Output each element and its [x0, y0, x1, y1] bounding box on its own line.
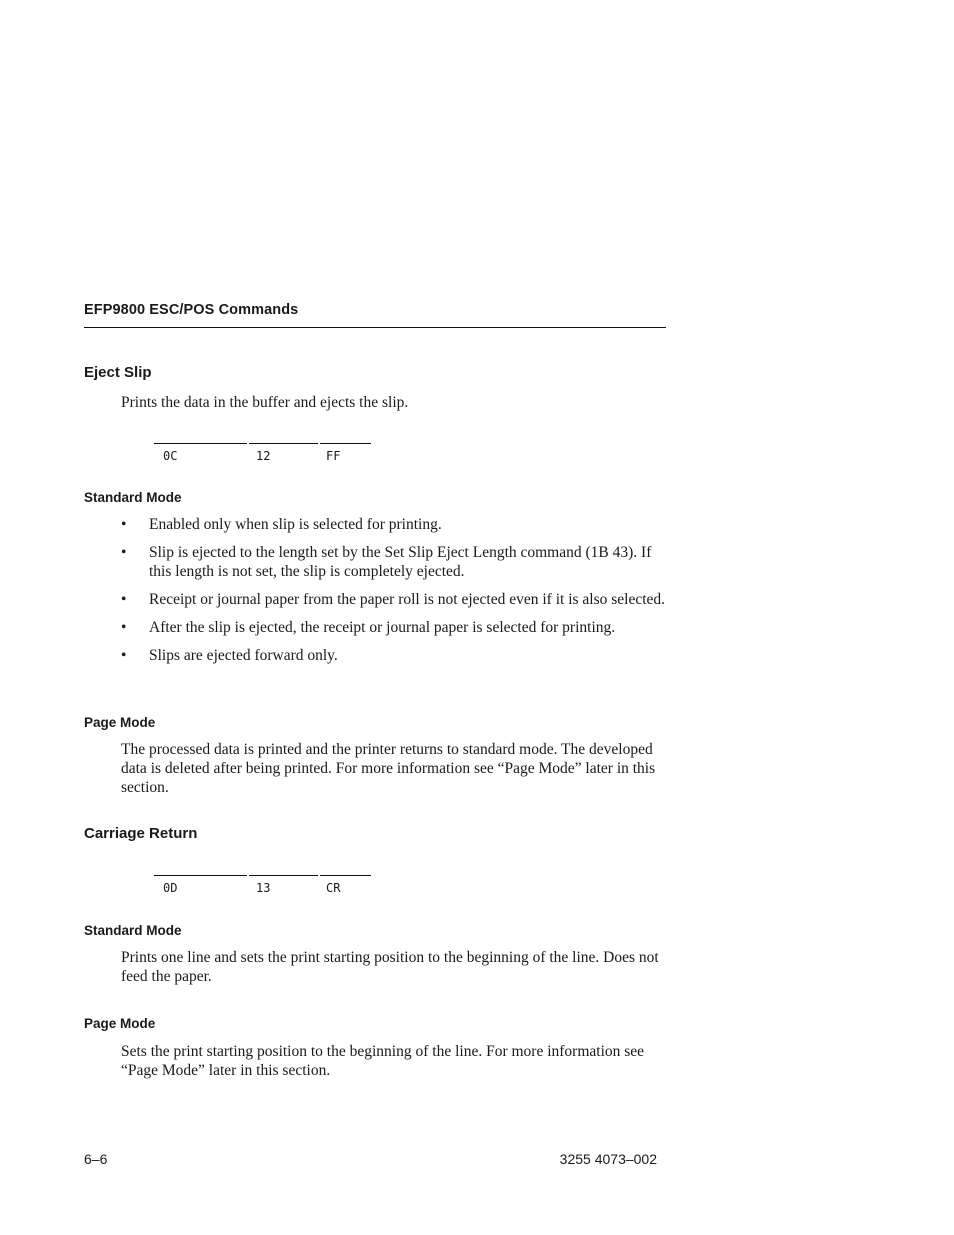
code-ascii: CR [326, 881, 341, 895]
bullet-icon: • [121, 619, 127, 636]
bullet-icon: • [121, 647, 127, 664]
eject-slip-page-mode-text: The processed data is printed and the printer returns to standard mode. The developed data is deleted after being printed. For more information see “Page Mode” later in this section. [121, 741, 656, 796]
code-rule-ascii [320, 443, 371, 444]
code-hex: 0D [163, 881, 178, 895]
list-item: • Slips are ejected forward only. [121, 647, 338, 664]
eject-slip-standard-mode-heading: Standard Mode [84, 490, 182, 505]
list-item: • After the slip is ejected, the receipt or journal paper is selected for printing. [121, 619, 616, 636]
code-rule-hex [154, 875, 247, 876]
carriage-return-standard-mode-heading: Standard Mode [84, 923, 182, 938]
page-number: 6–6 [84, 1151, 108, 1167]
eject-slip-heading: Eject Slip [84, 364, 152, 381]
bullet-icon: • [121, 591, 127, 608]
code-rule-dec [249, 875, 318, 876]
code-decimal: 13 [256, 881, 271, 895]
carriage-return-page-mode-heading: Page Mode [84, 1016, 156, 1031]
carriage-return-heading: Carriage Return [84, 825, 198, 842]
code-rule-dec [249, 443, 318, 444]
code-hex: 0C [163, 449, 178, 463]
running-header-title: EFP9800 ESC/POS Commands [84, 302, 299, 318]
code-rule-ascii [320, 875, 371, 876]
bullet-icon: • [121, 544, 127, 561]
eject-slip-standard-mode-list [121, 515, 666, 674]
document-number: 3255 4073–002 [559, 1151, 657, 1167]
code-rule-hex [154, 443, 247, 444]
list-item: • Slip is ejected to the length set by the Set Slip Eject Length command (1B 43). If this length is not set, the slip is completely ejected. [121, 544, 652, 580]
carriage-return-code-table [154, 875, 371, 905]
code-ascii: FF [326, 449, 341, 463]
list-item: • Receipt or journal paper from the paper roll is not ejected even if it is also selected. [121, 591, 666, 608]
eject-slip-description: Prints the data in the buffer and ejects the slip. [121, 394, 409, 411]
carriage-return-standard-mode-text: Prints one line and sets the print starting position to the beginning of the line. Does not feed the paper. [121, 949, 659, 985]
code-decimal: 12 [256, 449, 271, 463]
header-rule [84, 327, 666, 328]
list-item: • Enabled only when slip is selected for printing. [121, 516, 442, 533]
bullet-icon: • [121, 516, 127, 533]
eject-slip-code-table [154, 443, 371, 473]
eject-slip-page-mode-heading: Page Mode [84, 715, 156, 730]
carriage-return-page-mode-text: Sets the print starting position to the beginning of the line. For more information see “Page Mode” later in this section. [121, 1043, 645, 1079]
